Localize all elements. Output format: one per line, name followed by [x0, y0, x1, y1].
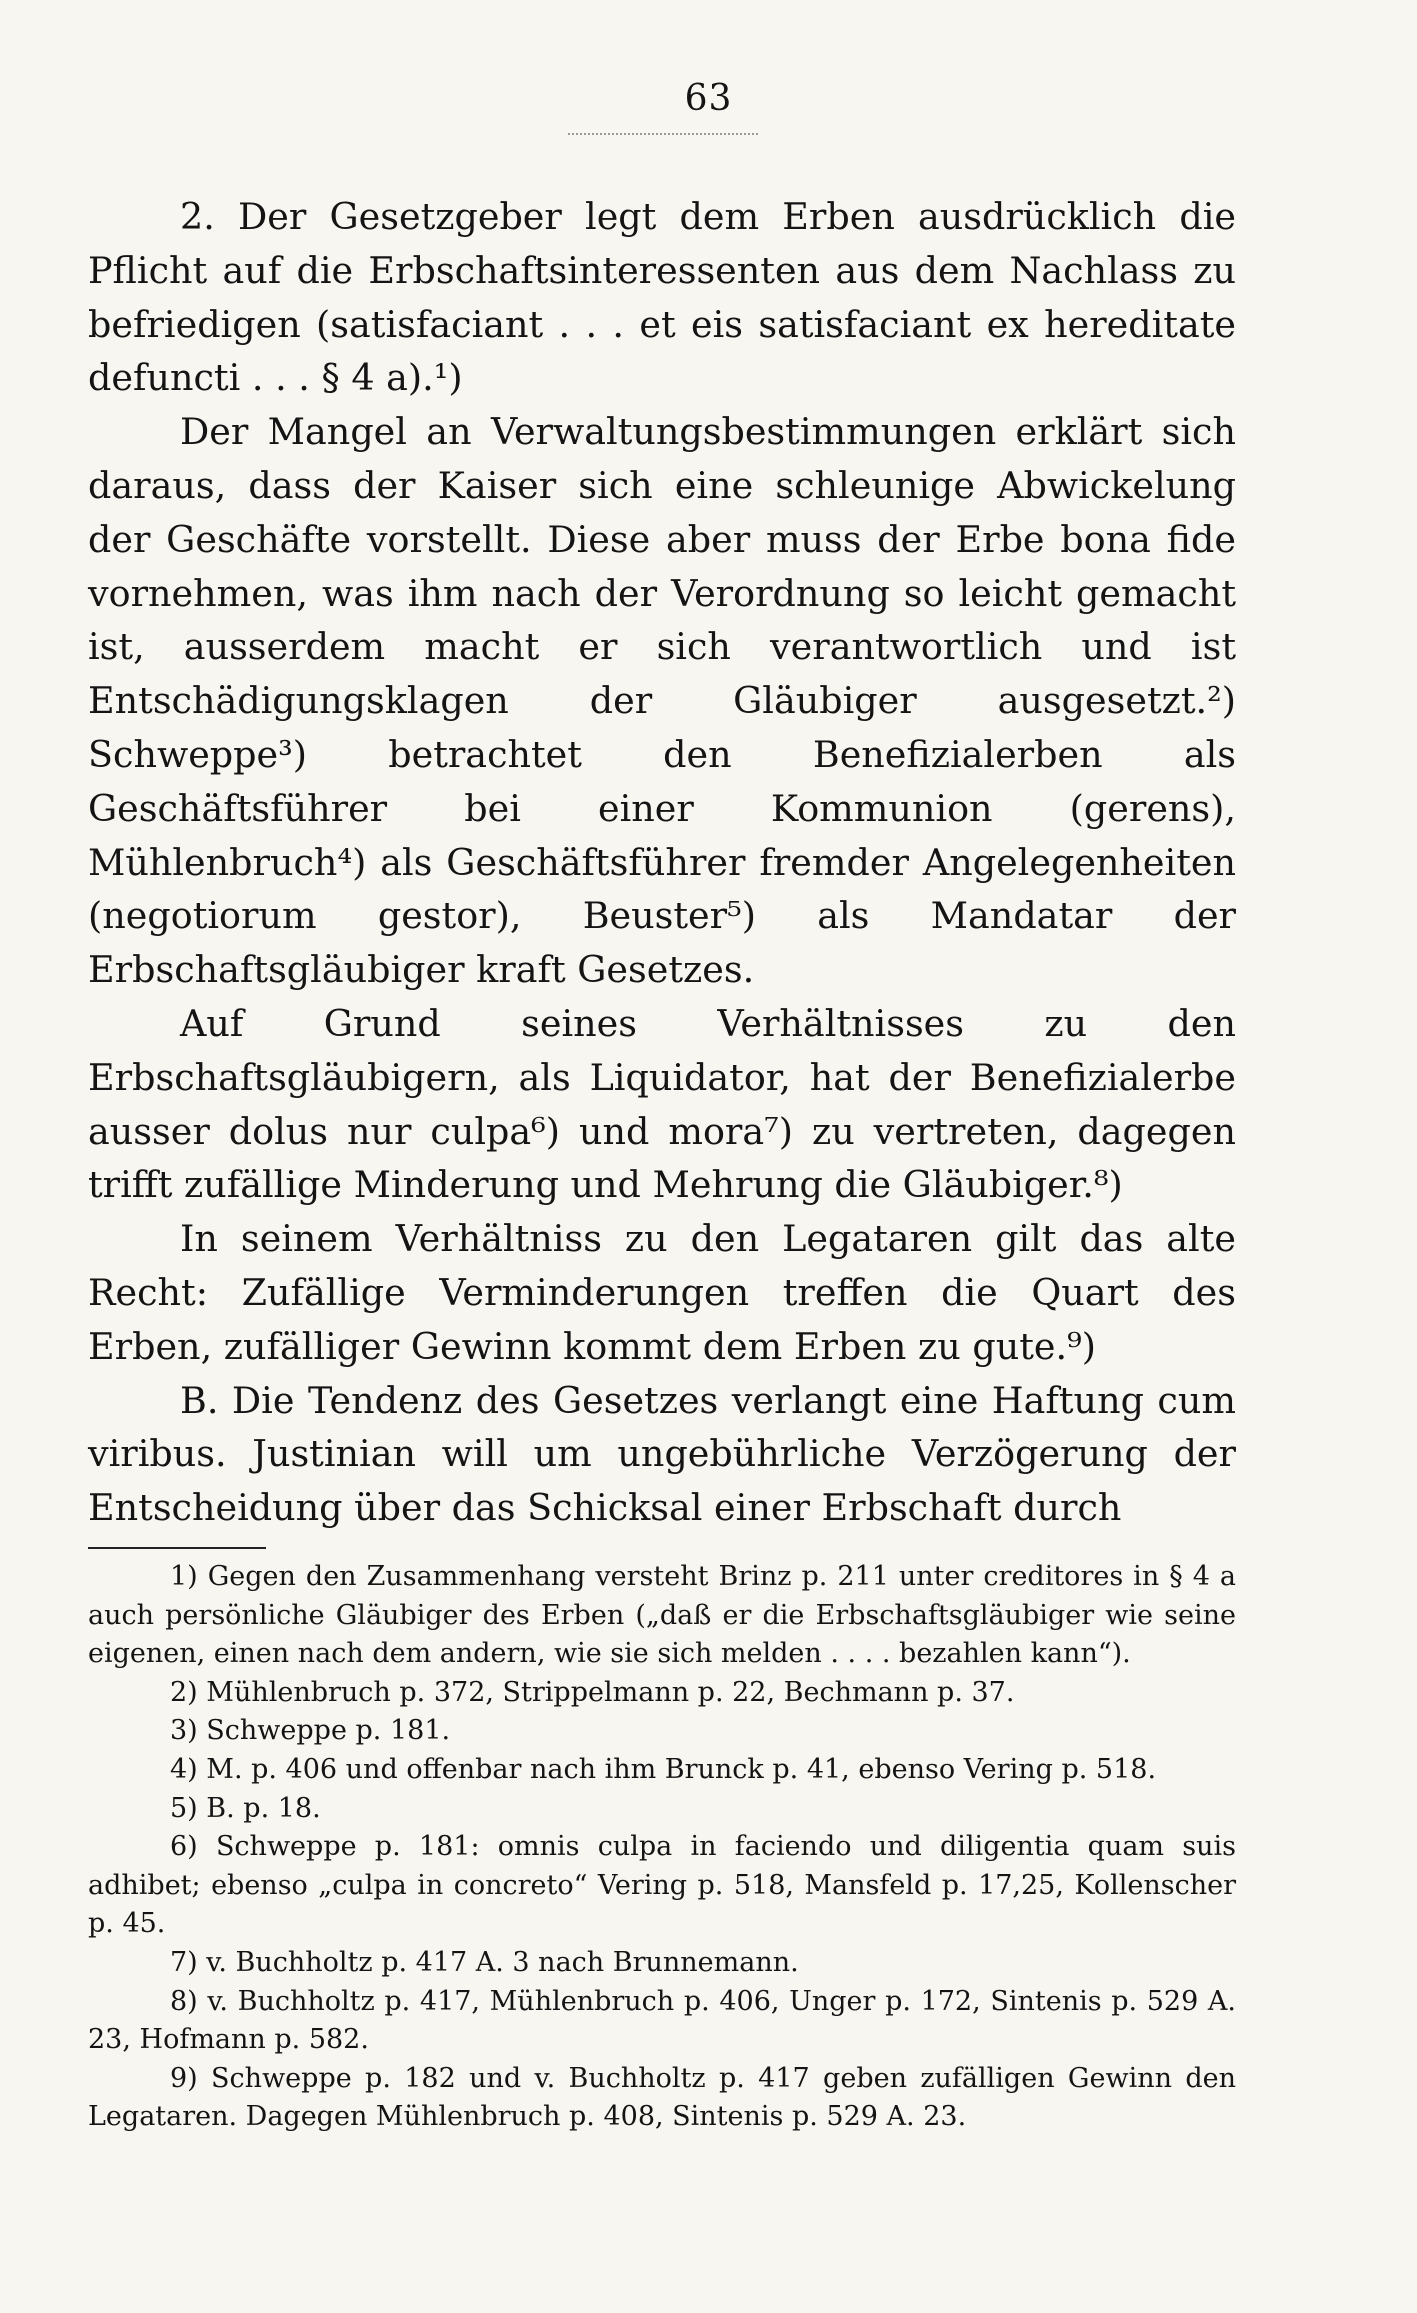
- page-number: 63: [684, 78, 733, 119]
- paragraph-administration: Der Mangel an Verwaltungsbestimmungen erklärt sich daraus, dass der Kaiser sich eine schleunige Abwickelung der Geschäfte vorstellt. Diese aber muss der Erbe bona fide vornehmen, was ihm nach der Verordnung so leicht gemacht ist, ausserdem macht er sich verantwortlich und ist Entschädigungsklagen der Gläubiger ausgesetzt.²) Schweppe³) betrachtet den Benefizialerben als Geschäftsführer bei einer Kommunion (gerens), Mühlenbruch⁴) als Geschäftsführer fremder Angelegenheiten (negotiorum gestor), Beuster⁵) als Mandatar der Erbschaftsgläubiger kraft Gesetzes.: [88, 410, 1236, 992]
- footnote-3: 3) Schweppe p. 181.: [170, 1715, 451, 1747]
- footnote-7: 7) v. Buchholtz p. 417 A. 3 nach Brunnemann.: [170, 1946, 799, 1978]
- footnote-6: 6) Schweppe p. 181: omnis culpa in faciendo und diligentia quam suis adhibet; ebenso „culpa in concreto“ Vering p. 518, Mansfeld p. 17,25, Kollenscher p. 45.: [88, 1831, 1236, 1940]
- footnote-separator: [88, 1547, 266, 1549]
- paragraph-legatees: In seinem Verhältniss zu den Legataren gilt das alte Recht: Zufällige Verminderungen treffen die Quart des Erben, zufälliger Gewinn kommt dem Erben zu gute.⁹): [88, 1217, 1236, 1368]
- footnote-9: 9) Schweppe p. 182 und v. Buchholtz p. 417 geben zufälligen Gewinn den Legataren. Dagegen Mühlenbruch p. 408, Sintenis p. 529 A. 23.: [88, 2062, 1236, 2133]
- paragraph-tendency: B. Die Tendenz des Gesetzes verlangt eine Haftung cum viribus. Justinian will um ungebührliche Verzögerung der Entscheidung über das Schicksal einer Erbschaft durch: [88, 1378, 1236, 1530]
- footnote-2: 2) Mühlenbruch p. 372, Strippelmann p. 22, Bechmann p. 37.: [170, 1676, 1015, 1708]
- paragraph-liquidator: Auf Grund seines Verhältnisses zu den Erbschaftsgläubigern, als Liquidator, hat der Benefizialerbe ausser dolus nur culpa⁶) und mora⁷) zu vertreten, dagegen trifft zufällige Minderung und Mehrung die Gläubiger.⁸): [88, 1001, 1236, 1207]
- footnotes: [88, 1558, 1236, 2137]
- footnote-8: 8) v. Buchholtz p. 417, Mühlenbruch p. 406, Unger p. 172, Sintenis p. 529 A. 23, Hofmann p. 582.: [88, 1985, 1236, 2056]
- footnote-4: 4) M. p. 406 und offenbar nach ihm Brunck p. 41, ebenso Vering p. 518.: [170, 1753, 1157, 1785]
- footnote-1: 1) Gegen den Zusammenhang versteht Brinz p. 211 unter creditores in § 4 a auch persönliche Gläubiger des Erben („daß er die Erbschaftsgläubiger wie seine eigenen, einen nach dem andern, wie sie sich melden . . . . bezahlen kann“).: [88, 1561, 1236, 1670]
- paragraph-liability-duty: 2. Der Gesetzgeber legt dem Erben ausdrücklich die Pflicht auf die Erbschaftsinteressenten aus dem Nachlass zu befriedigen (satisfaciant . . . et eis satisfaciant ex hereditate defuncti . . . § 4 a).¹): [88, 195, 1236, 400]
- header-rule: [568, 133, 758, 135]
- footnote-5: 5) B. p. 18.: [170, 1792, 321, 1824]
- body-text: [88, 190, 1236, 1535]
